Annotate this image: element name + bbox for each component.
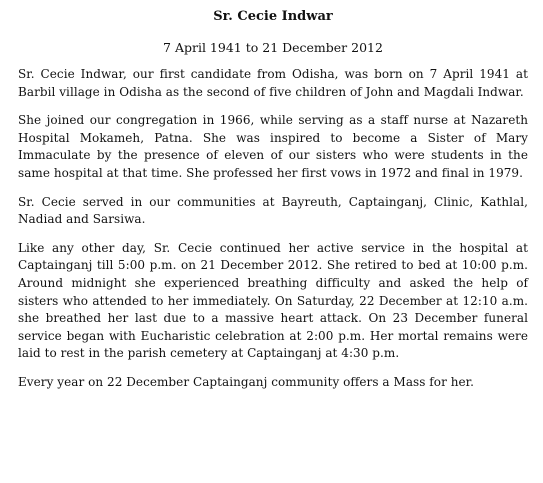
paragraph-communities: Sr. Cecie served in our communities at Bayreuth, Captainganj, Clinic, Kathlal, Nadiad and Sarsiwa. (18, 194, 528, 227)
paragraph-birth: Sr. Cecie Indwar, our first candidate from Odisha, was born on 7 April 1941 at Barbil village in Odisha as the second of five children of John and Magdali Indwar. (18, 67, 528, 99)
paragraph-death: Like any other day, Sr. Cecie continued her active service in the hospital at Captainganj till 5:00 p.m. on 21 December 2012. She retired to bed at 10:00 p.m. Around midnight she experienced breathing difficulty and asked the help of sisters who attended to her immediately. On Saturday, 22 December at 12:10 a.m. she breathed her last due to a massive heart attack. On 23 December funeral service began with Eucharistic celebration at 2:00 p.m. Her mortal remains were laid to rest in the parish cemetery at Captainganj at 4:30 p.m. (18, 240, 528, 361)
document-page (18, 8, 528, 392)
document-title: Sr. Cecie Indwar (213, 9, 333, 24)
paragraph-vocation: She joined our congregation in 1966, while serving as a staff nurse at Nazareth Hospital Mokameh, Patna. She was inspired to become a Sister of Mary Immaculate by the presence of eleven of our sisters who were students in the same hospital at that time. She professed her first vows in 1972 and final in 1979. (18, 113, 528, 180)
paragraph-memorial: Every year on 22 December Captainganj community offers a Mass for her. (18, 374, 474, 389)
life-dates: 7 April 1941 to 21 December 2012 (163, 40, 383, 55)
